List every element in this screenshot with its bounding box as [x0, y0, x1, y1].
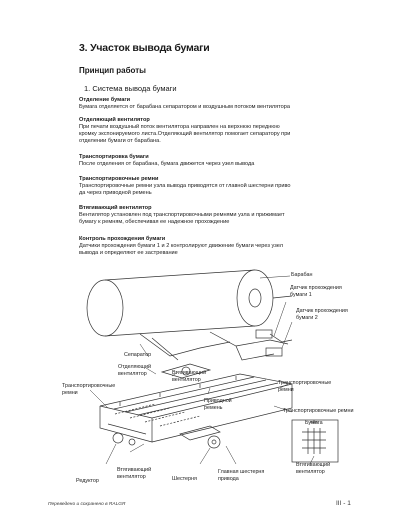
label-separator: Сепаратор — [124, 352, 152, 358]
label-drive-belt: Приводной ремень — [204, 398, 232, 411]
section-belts — [79, 176, 379, 197]
section-title: Транспортировочные ремни — [79, 176, 159, 182]
label-belts-right-2: Транспортировочные ремни — [283, 408, 354, 414]
label-suction-fan-top: Втягивающий вентилятор — [172, 370, 207, 383]
section-paper-control — [79, 236, 379, 257]
label-separation-fan: Отделяющий вентилятор — [118, 364, 152, 377]
footer-credit: Переведено и сохранено в RALGR — [48, 502, 126, 507]
section-transport — [79, 154, 379, 168]
section-separation — [79, 97, 379, 111]
section-line: Датчики прохождения бумаги 1 и 2 контролируют движение бумаги через узел — [79, 243, 283, 249]
label-reducer: Редуктор — [76, 478, 99, 484]
label-suction-fan-right: Втягивающий вентилятор — [296, 462, 331, 475]
section-line: Транспортировочные ремни узла вывода приводятся от главной шестерни приво — [79, 183, 291, 189]
label-main-gear: Главная шестерня привода — [218, 469, 265, 482]
section-suction-fan — [79, 205, 379, 226]
label-gear: Шестерня — [172, 476, 197, 482]
section-title: Отделяющий вентилятор — [79, 117, 150, 123]
drum-drawing — [87, 270, 292, 336]
section-line: да через приводной ремень — [79, 190, 152, 196]
subheading: Принцип работы — [79, 66, 146, 75]
label-suction-fan-bottom: Втягивающий вентилятор — [117, 467, 152, 480]
label-belts-left: Транспортировочные ремни — [62, 383, 116, 396]
label-drum: Барабан — [291, 272, 313, 278]
section-line: бумагу к ремням, обеспечивая ее надежное прохождение — [79, 219, 230, 225]
separator-drawing — [140, 330, 292, 360]
section-title: Втягивающий вентилятор — [79, 205, 152, 211]
section-title: Транспортировка бумаги — [79, 154, 149, 160]
page-number: III - 1 — [336, 500, 351, 507]
section-line: вывода и определяют ее застревание — [79, 250, 178, 256]
section-line: кромку экспонируемого листа.Отделяющий вентилятор помогает сепаратору при — [79, 131, 291, 137]
page-title: 3. Участок вывода бумаги — [79, 42, 210, 54]
section-line: После отделения от барабана, бумага движется через узел вывода — [79, 161, 255, 167]
subsection-title: 1. Система вывода бумаги — [84, 84, 177, 93]
label-paper: Бумага — [305, 420, 323, 426]
section-line: отделении бумаги от барабана. — [79, 138, 161, 144]
section-line: Вентилятор установлен под транспортировочными ремнями узла и прижимает — [79, 212, 285, 218]
section-title: Контроль прохождения бумаги — [79, 236, 166, 242]
label-sensor-2: Датчик прохождения бумаги 2 — [296, 308, 348, 321]
label-belts-right: Транспортировочные ремни — [278, 380, 332, 393]
section-separation-fan — [79, 117, 379, 145]
label-sensor-1: Датчик прохождения бумаги 1 — [290, 285, 342, 298]
section-title: Отделение бумаги — [79, 97, 131, 103]
section-line: При печати воздушный поток вентилятора направлен на верхнюю переднюю — [79, 124, 280, 130]
section-line: Бумага отделяется от барабана сепаратором и воздушным потоком вентилятора — [79, 104, 291, 110]
